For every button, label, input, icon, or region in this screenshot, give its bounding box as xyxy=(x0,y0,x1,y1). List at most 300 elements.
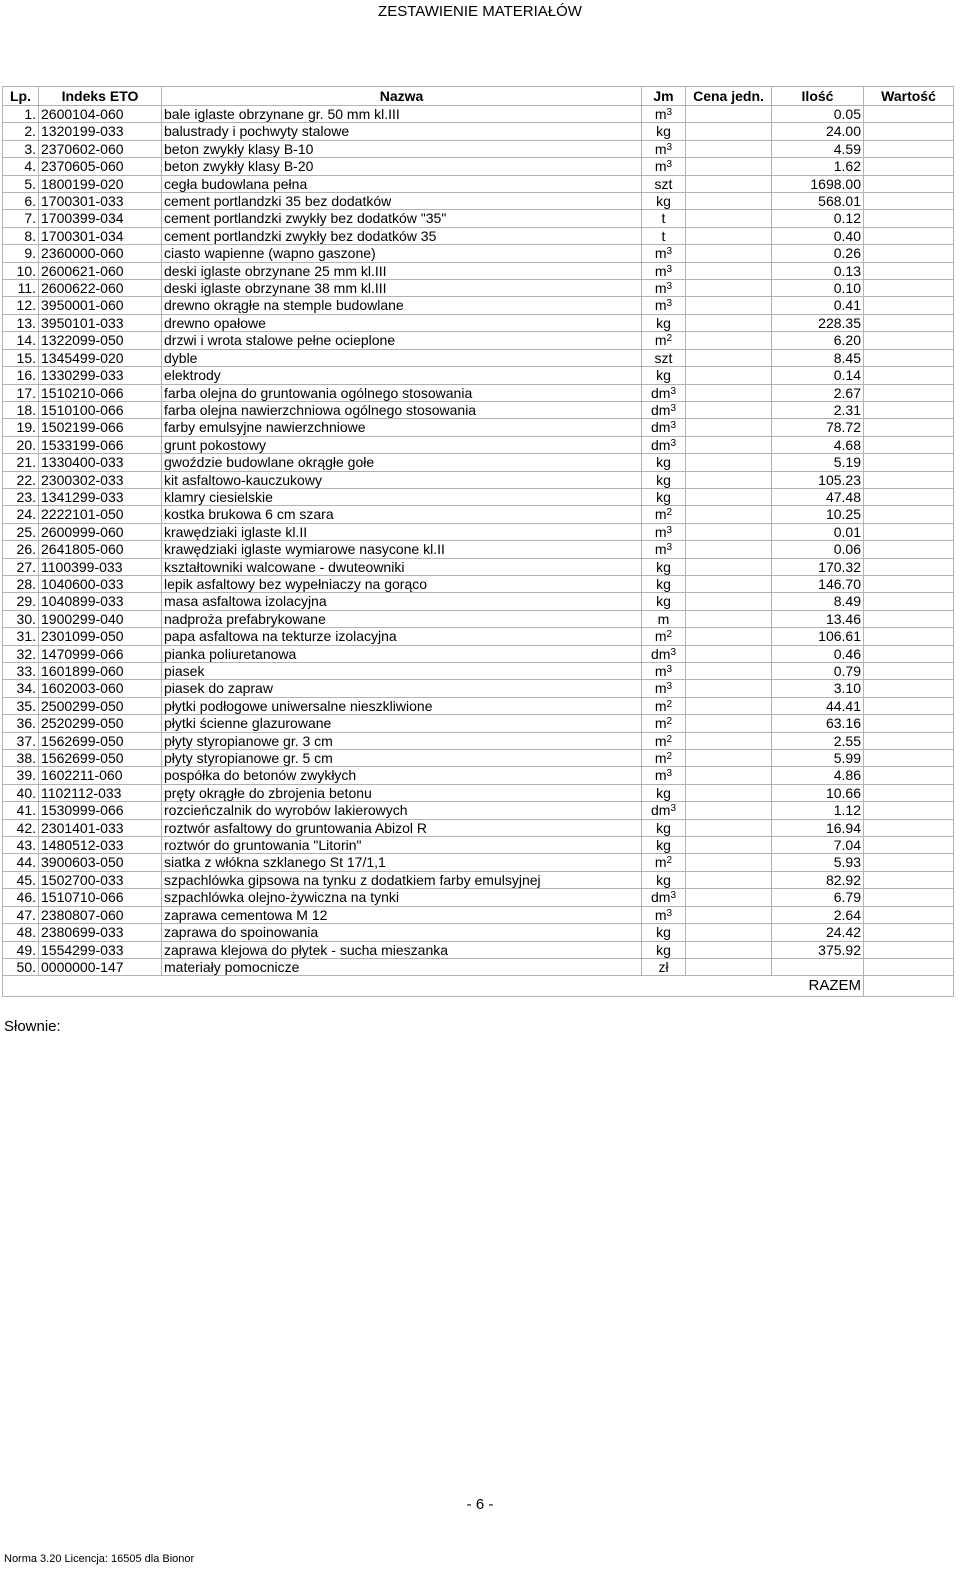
cell-indeks: 1320199-033 xyxy=(39,123,162,140)
cell-lp: 5. xyxy=(3,175,39,192)
cell-wartosc xyxy=(864,349,954,366)
unit-text: kg xyxy=(656,471,671,488)
unit-exponent: 3 xyxy=(670,385,676,397)
cell-cena xyxy=(686,193,772,210)
unit-text: t xyxy=(661,227,666,244)
cell-lp: 40. xyxy=(3,784,39,801)
cell-wartosc xyxy=(864,906,954,923)
cell-wartosc xyxy=(864,750,954,767)
cell-ilosc: 7.04 xyxy=(772,837,864,854)
table-row xyxy=(3,924,954,941)
cell-indeks: 1700301-034 xyxy=(39,227,162,244)
cell-ilosc: 146.70 xyxy=(772,575,864,592)
unit-text: t xyxy=(661,210,666,227)
page-number: - 6 - xyxy=(466,1496,494,1513)
unit-exponent: 3 xyxy=(670,420,676,432)
table-row xyxy=(3,715,954,732)
cell-wartosc xyxy=(864,210,954,227)
cell-ilosc: 228.35 xyxy=(772,314,864,331)
cell-lp: 43. xyxy=(3,837,39,854)
unit-exponent: 2 xyxy=(666,698,673,710)
table-row xyxy=(3,349,954,366)
cell-cena xyxy=(686,158,772,175)
cell-jm xyxy=(642,523,686,540)
cell-wartosc xyxy=(864,941,954,958)
cell-indeks: 2600622-060 xyxy=(39,280,162,297)
table-row xyxy=(3,663,954,680)
cell-lp: 30. xyxy=(3,610,39,627)
cell-cena xyxy=(686,454,772,471)
table-row xyxy=(3,314,954,331)
unit-text: kg xyxy=(656,314,671,331)
cell-indeks: 2641805-060 xyxy=(39,541,162,558)
table-row xyxy=(3,889,954,906)
cell-indeks: 1533199-066 xyxy=(39,436,162,453)
cell-cena xyxy=(686,784,772,801)
table-row xyxy=(3,280,954,297)
cell-lp: 25. xyxy=(3,523,39,540)
cell-nazwa: pospółka do betonów zwykłych xyxy=(162,767,642,784)
cell-nazwa: krawędziaki iglaste kl.II xyxy=(162,523,642,540)
cell-cena xyxy=(686,367,772,384)
cell-cena xyxy=(686,523,772,540)
cell-jm xyxy=(642,837,686,854)
cell-lp: 7. xyxy=(3,210,39,227)
cell-cena xyxy=(686,663,772,680)
unit-text: kg xyxy=(656,784,671,801)
cell-wartosc xyxy=(864,645,954,662)
cell-indeks: 2301099-050 xyxy=(39,628,162,645)
unit-text: m xyxy=(654,106,667,122)
cell-cena xyxy=(686,123,772,140)
cell-ilosc: 568.01 xyxy=(772,193,864,210)
table-row xyxy=(3,593,954,610)
table-row xyxy=(3,541,954,558)
table-row xyxy=(3,401,954,418)
cell-lp: 26. xyxy=(3,541,39,558)
cell-indeks: 1322099-050 xyxy=(39,332,162,349)
cell-nazwa: piasek do zapraw xyxy=(162,680,642,697)
cell-indeks: 1102112-033 xyxy=(39,784,162,801)
unit-text: kg xyxy=(656,123,671,140)
unit-text: kg xyxy=(656,871,671,888)
table-row xyxy=(3,419,954,436)
header-wartosc: Wartość xyxy=(864,87,954,106)
cell-nazwa: dyble xyxy=(162,349,642,366)
cell-lp: 31. xyxy=(3,628,39,645)
cell-lp: 19. xyxy=(3,419,39,436)
table-row xyxy=(3,175,954,192)
cell-cena xyxy=(686,906,772,923)
cell-lp: 32. xyxy=(3,645,39,662)
cell-wartosc xyxy=(864,245,954,262)
cell-wartosc xyxy=(864,593,954,610)
cell-lp: 27. xyxy=(3,558,39,575)
cell-cena xyxy=(686,645,772,662)
cell-wartosc xyxy=(864,175,954,192)
cell-wartosc xyxy=(864,454,954,471)
cell-nazwa: materiały pomocnicze xyxy=(162,958,642,975)
cell-jm xyxy=(642,314,686,331)
cell-jm xyxy=(642,401,686,418)
cell-cena xyxy=(686,802,772,819)
table-row xyxy=(3,436,954,453)
cell-ilosc: 0.14 xyxy=(772,367,864,384)
cell-jm xyxy=(642,628,686,645)
cell-lp: 38. xyxy=(3,750,39,767)
unit-text: dm xyxy=(650,384,671,401)
cell-jm xyxy=(642,193,686,210)
cell-lp: 34. xyxy=(3,680,39,697)
cell-lp: 16. xyxy=(3,367,39,384)
cell-jm xyxy=(642,802,686,819)
total-value xyxy=(864,976,954,997)
cell-cena xyxy=(686,732,772,749)
cell-indeks: 1900299-040 xyxy=(39,610,162,627)
unit-text: kg xyxy=(656,367,671,384)
cell-lp: 47. xyxy=(3,906,39,923)
cell-lp: 42. xyxy=(3,819,39,836)
cell-nazwa: rozcieńczalnik do wyrobów lakierowych xyxy=(162,802,642,819)
cell-jm xyxy=(642,854,686,871)
cell-lp: 12. xyxy=(3,297,39,314)
unit-exponent: 3 xyxy=(666,681,673,693)
cell-ilosc: 0.10 xyxy=(772,280,864,297)
unit-exponent: 2 xyxy=(666,629,673,641)
cell-nazwa: elektrody xyxy=(162,367,642,384)
cell-ilosc: 63.16 xyxy=(772,715,864,732)
table-row xyxy=(3,332,954,349)
cell-indeks: 2520299-050 xyxy=(39,715,162,732)
cell-lp: 18. xyxy=(3,401,39,418)
cell-wartosc xyxy=(864,123,954,140)
cell-jm xyxy=(642,262,686,279)
cell-nazwa: roztwór asfaltowy do gruntowania Abizol R xyxy=(162,819,642,836)
table-row xyxy=(3,210,954,227)
cell-jm xyxy=(642,610,686,627)
cell-nazwa: grunt pokostowy xyxy=(162,436,642,453)
unit-text: m xyxy=(654,297,667,314)
unit-exponent: 3 xyxy=(670,437,676,449)
cell-ilosc: 47.48 xyxy=(772,488,864,505)
cell-nazwa: drewno okrągłe na stemple budowlane xyxy=(162,297,642,314)
cell-jm xyxy=(642,488,686,505)
cell-lp: 33. xyxy=(3,663,39,680)
cell-nazwa: szpachlówka olejno-żywiczna na tynki xyxy=(162,889,642,906)
cell-cena xyxy=(686,575,772,592)
cell-indeks: 1502700-033 xyxy=(39,871,162,888)
cell-indeks: 3950101-033 xyxy=(39,314,162,331)
table-row xyxy=(3,523,954,540)
cell-lp: 24. xyxy=(3,506,39,523)
cell-jm xyxy=(642,280,686,297)
cell-nazwa: beton zwykły klasy B-20 xyxy=(162,158,642,175)
cell-jm xyxy=(642,889,686,906)
cell-wartosc xyxy=(864,854,954,871)
cell-lp: 9. xyxy=(3,245,39,262)
cell-cena xyxy=(686,628,772,645)
cell-cena xyxy=(686,750,772,767)
cell-ilosc: 375.92 xyxy=(772,941,864,958)
cell-nazwa: szpachlówka gipsowa na tynku z dodatkiem farby emulsyjnej xyxy=(162,871,642,888)
slownie-label: Słownie: xyxy=(4,1018,61,1035)
cell-ilosc: 0.06 xyxy=(772,541,864,558)
unit-text: dm xyxy=(650,419,671,436)
cell-lp: 49. xyxy=(3,941,39,958)
cell-lp: 2. xyxy=(3,123,39,140)
cell-jm xyxy=(642,575,686,592)
cell-cena xyxy=(686,871,772,888)
cell-cena xyxy=(686,245,772,262)
table-row xyxy=(3,906,954,923)
cell-cena xyxy=(686,541,772,558)
cell-jm xyxy=(642,958,686,975)
cell-indeks: 1602003-060 xyxy=(39,680,162,697)
cell-nazwa: siatka z włókna szklanego St 17/1,1 xyxy=(162,854,642,871)
cell-indeks: 2600104-060 xyxy=(39,106,162,123)
cell-indeks: 0000000-147 xyxy=(39,958,162,975)
cell-nazwa: beton zwykły klasy B-10 xyxy=(162,140,642,157)
cell-nazwa: farba olejna nawierzchniowa ogólnego stosowania xyxy=(162,401,642,418)
cell-lp: 44. xyxy=(3,854,39,871)
table-row xyxy=(3,645,954,662)
cell-indeks: 3950001-060 xyxy=(39,297,162,314)
cell-ilosc: 6.79 xyxy=(772,889,864,906)
unit-exponent: 3 xyxy=(670,890,676,902)
unit-exponent: 3 xyxy=(670,402,676,414)
cell-lp: 37. xyxy=(3,732,39,749)
table-row xyxy=(3,784,954,801)
cell-nazwa: masa asfaltowa izolacyjna xyxy=(162,593,642,610)
materials-table xyxy=(2,86,954,997)
cell-cena xyxy=(686,488,772,505)
cell-lp: 22. xyxy=(3,471,39,488)
cell-jm xyxy=(642,140,686,157)
cell-cena xyxy=(686,471,772,488)
unit-text: kg xyxy=(656,593,671,610)
cell-nazwa: cement portlandzki 35 bez dodatków xyxy=(162,193,642,210)
unit-exponent: 3 xyxy=(666,524,673,536)
cell-lp: 45. xyxy=(3,871,39,888)
cell-cena xyxy=(686,436,772,453)
cell-ilosc: 24.42 xyxy=(772,924,864,941)
cell-cena xyxy=(686,401,772,418)
cell-cena xyxy=(686,854,772,871)
cell-wartosc xyxy=(864,715,954,732)
unit-text: m xyxy=(654,628,667,645)
cell-ilosc: 8.49 xyxy=(772,593,864,610)
cell-jm xyxy=(642,419,686,436)
cell-ilosc: 1698.00 xyxy=(772,175,864,192)
cell-wartosc xyxy=(864,506,954,523)
cell-jm xyxy=(642,471,686,488)
cell-jm xyxy=(642,732,686,749)
unit-text: m xyxy=(654,158,667,175)
cell-nazwa: pręty okrągłe do zbrojenia betonu xyxy=(162,784,642,801)
cell-cena xyxy=(686,593,772,610)
table-row xyxy=(3,245,954,262)
page-title: ZESTAWIENIE MATERIAŁÓW xyxy=(378,3,582,20)
cell-jm xyxy=(642,767,686,784)
table-row xyxy=(3,575,954,592)
cell-lp: 20. xyxy=(3,436,39,453)
header-ilosc: Ilość xyxy=(772,87,864,106)
cell-ilosc: 0.13 xyxy=(772,262,864,279)
cell-cena xyxy=(686,262,772,279)
cell-jm xyxy=(642,210,686,227)
cell-indeks: 2301401-033 xyxy=(39,819,162,836)
cell-ilosc: 6.20 xyxy=(772,332,864,349)
cell-lp: 6. xyxy=(3,193,39,210)
cell-indeks: 2370605-060 xyxy=(39,158,162,175)
cell-wartosc xyxy=(864,628,954,645)
header-jm: Jm xyxy=(642,87,686,106)
cell-ilosc: 24.00 xyxy=(772,123,864,140)
cell-lp: 46. xyxy=(3,889,39,906)
cell-indeks: 2600999-060 xyxy=(39,523,162,540)
cell-nazwa: deski iglaste obrzynane 25 mm kl.III xyxy=(162,262,642,279)
cell-jm xyxy=(642,227,686,244)
unit-exponent: 3 xyxy=(666,907,673,919)
cell-indeks: 1700399-034 xyxy=(39,210,162,227)
unit-exponent: 3 xyxy=(666,141,673,153)
cell-nazwa: nadproża prefabrykowane xyxy=(162,610,642,627)
unit-text: kg xyxy=(656,454,671,471)
total-row xyxy=(3,976,954,997)
cell-indeks: 1562699-050 xyxy=(39,732,162,749)
unit-text: kg xyxy=(656,193,671,210)
cell-ilosc: 10.25 xyxy=(772,506,864,523)
unit-text: kg xyxy=(656,575,671,592)
table-row xyxy=(3,767,954,784)
cell-jm xyxy=(642,158,686,175)
unit-exponent: 3 xyxy=(666,664,673,675)
header-indeks: Indeks ETO xyxy=(39,87,162,106)
cell-nazwa: gwoździe budowlane okrągłe gołe xyxy=(162,454,642,471)
cell-ilosc: 4.59 xyxy=(772,140,864,157)
cell-nazwa: kit asfaltowo-kauczukowy xyxy=(162,471,642,488)
unit-exponent: 3 xyxy=(666,159,673,171)
cell-jm xyxy=(642,906,686,923)
cell-cena xyxy=(686,140,772,157)
cell-cena xyxy=(686,332,772,349)
unit-text: kg xyxy=(656,924,671,941)
cell-indeks: 1562699-050 xyxy=(39,750,162,767)
total-label: RAZEM xyxy=(772,976,864,997)
cell-indeks: 1330299-033 xyxy=(39,367,162,384)
cell-indeks: 1510210-066 xyxy=(39,384,162,401)
cell-nazwa: roztwór do gruntowania "Litorin" xyxy=(162,837,642,854)
cell-lp: 11. xyxy=(3,280,39,297)
cell-wartosc xyxy=(864,262,954,279)
table-row xyxy=(3,471,954,488)
cell-nazwa: krawędziaki iglaste wymiarowe nasycone kl.II xyxy=(162,541,642,558)
cell-nazwa: zaprawa do spoinowania xyxy=(162,924,642,941)
cell-wartosc xyxy=(864,158,954,175)
unit-text: dm xyxy=(650,645,671,662)
table-row xyxy=(3,123,954,140)
cell-indeks: 1330400-033 xyxy=(39,454,162,471)
cell-wartosc xyxy=(864,436,954,453)
cell-indeks: 2380807-060 xyxy=(39,906,162,923)
cell-nazwa: lepik asfaltowy bez wypełniaczy na gorąco xyxy=(162,575,642,592)
cell-ilosc: 0.26 xyxy=(772,245,864,262)
cell-cena xyxy=(686,280,772,297)
cell-cena xyxy=(686,419,772,436)
cell-indeks: 2600621-060 xyxy=(39,262,162,279)
table-row xyxy=(3,454,954,471)
table-row xyxy=(3,610,954,627)
unit-text: m xyxy=(654,523,667,540)
cell-lp: 10. xyxy=(3,262,39,279)
cell-indeks: 1510100-066 xyxy=(39,401,162,418)
unit-exponent: 2 xyxy=(666,333,673,345)
cell-wartosc xyxy=(864,558,954,575)
unit-text: m xyxy=(654,506,667,523)
cell-indeks: 1470999-066 xyxy=(39,645,162,662)
cell-ilosc: 170.32 xyxy=(772,558,864,575)
cell-jm xyxy=(642,436,686,453)
unit-text: m xyxy=(654,541,667,558)
cell-indeks: 2380699-033 xyxy=(39,924,162,941)
cell-ilosc: 2.55 xyxy=(772,732,864,749)
table-row xyxy=(3,958,954,975)
cell-wartosc xyxy=(864,106,954,123)
cell-wartosc xyxy=(864,680,954,697)
cell-jm xyxy=(642,384,686,401)
cell-jm xyxy=(642,106,686,123)
cell-indeks: 1341299-033 xyxy=(39,488,162,505)
unit-text: zł xyxy=(658,958,669,975)
cell-cena xyxy=(686,210,772,227)
cell-ilosc: 16.94 xyxy=(772,819,864,836)
cell-nazwa: pianka poliuretanowa xyxy=(162,645,642,662)
cell-cena xyxy=(686,506,772,523)
cell-lp: 17. xyxy=(3,384,39,401)
cell-wartosc xyxy=(864,610,954,627)
cell-ilosc: 82.92 xyxy=(772,871,864,888)
cell-wartosc xyxy=(864,732,954,749)
cell-jm xyxy=(642,871,686,888)
cell-lp: 39. xyxy=(3,767,39,784)
cell-ilosc: 10.66 xyxy=(772,784,864,801)
cell-cena xyxy=(686,175,772,192)
cell-indeks: 1700301-033 xyxy=(39,193,162,210)
cell-jm xyxy=(642,941,686,958)
table-row xyxy=(3,697,954,714)
table-row xyxy=(3,106,954,123)
cell-cena xyxy=(686,349,772,366)
cell-wartosc xyxy=(864,523,954,540)
unit-exponent: 2 xyxy=(666,855,673,867)
table-row xyxy=(3,680,954,697)
unit-text: m xyxy=(654,906,667,923)
cell-nazwa: zaprawa cementowa M 12 xyxy=(162,906,642,923)
cell-wartosc xyxy=(864,227,954,244)
cell-indeks: 2500299-050 xyxy=(39,697,162,714)
unit-exponent: 3 xyxy=(666,107,673,118)
cell-indeks: 3900603-050 xyxy=(39,854,162,871)
header-lp: Lp. xyxy=(3,87,39,106)
cell-wartosc xyxy=(864,889,954,906)
cell-lp: 29. xyxy=(3,593,39,610)
unit-text: m xyxy=(654,732,667,749)
cell-cena xyxy=(686,384,772,401)
cell-nazwa: deski iglaste obrzynane 38 mm kl.III xyxy=(162,280,642,297)
total-spacer xyxy=(3,976,772,997)
cell-nazwa: klamry ciesielskie xyxy=(162,488,642,505)
cell-lp: 48. xyxy=(3,924,39,941)
